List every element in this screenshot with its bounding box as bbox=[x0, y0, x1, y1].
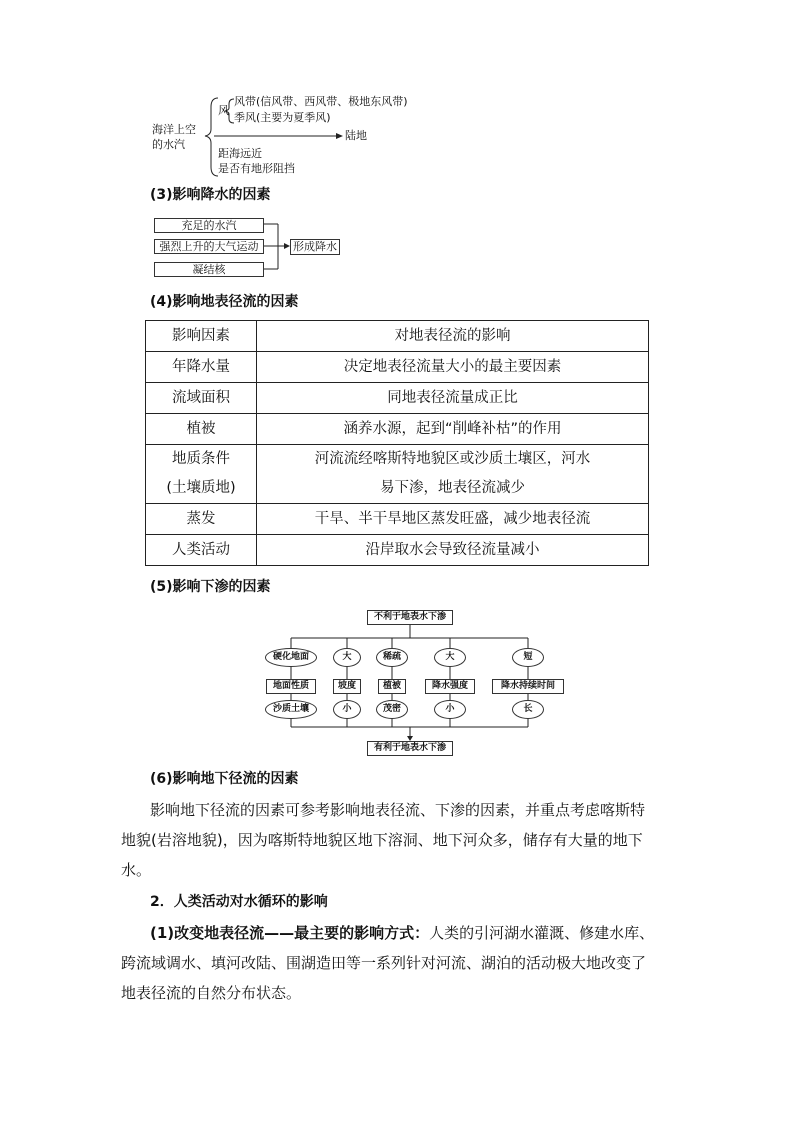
paragraph-text: 地表径流的自然分布状态。 bbox=[121, 984, 302, 1002]
paragraph-text: 影响地下径流的因素可参考影响地表径流、下渗的因素，并重点考虑喀斯特 bbox=[150, 801, 646, 819]
precipitation-result-box: 形成降水 bbox=[290, 239, 340, 255]
table-cell: 同地表径流量成正比 bbox=[257, 383, 649, 414]
infiltration-top-ellipse: 短 bbox=[512, 648, 544, 667]
infiltration-factor-box: 坡度 bbox=[333, 679, 361, 694]
factor-nuclei-box: 凝结核 bbox=[154, 262, 264, 277]
table-cell: 年降水量 bbox=[146, 352, 257, 383]
infiltration-factor-box: 地面性质 bbox=[266, 679, 316, 694]
table-cell: 地质条件 (土壤质地) bbox=[146, 445, 257, 504]
human-impact-line bbox=[121, 948, 646, 978]
groundwater-paragraph-line bbox=[150, 795, 645, 825]
table-cell: 沿岸取水会导致径流量减小 bbox=[257, 535, 649, 566]
distance-label: 距海远近 bbox=[218, 147, 262, 160]
infiltration-top-ellipse: 硬化地面 bbox=[265, 648, 317, 667]
section-heading-infiltration: (5)影响下渗的因素 bbox=[150, 579, 271, 595]
table-row bbox=[146, 504, 649, 535]
infiltration-unfavorable-box: 不利于地表水下渗 bbox=[367, 610, 453, 625]
table-row bbox=[146, 535, 649, 566]
wind-belt-label: 风带(信风带、西风带、极地东风带) bbox=[234, 95, 408, 108]
paragraph-text: 跨流域调水、填河改陆、围湖造田等一系列针对河流、湖泊的活动极大地改变了 bbox=[121, 954, 647, 972]
table-row bbox=[146, 383, 649, 414]
section-heading-human-impact: 2．人类活动对水循环的影响 bbox=[150, 894, 328, 910]
section-heading-precipitation: (3)影响降水的因素 bbox=[150, 187, 271, 203]
factor-updraft-box: 强烈上升的大气运动 bbox=[154, 239, 264, 254]
table-cell: 干旱、半干旱地区蒸发旺盛，减少地表径流 bbox=[257, 504, 649, 535]
table-header-row bbox=[146, 321, 649, 352]
section-heading-groundwater: (6)影响地下径流的因素 bbox=[150, 771, 299, 787]
terrain-label: 是否有地形阻挡 bbox=[218, 162, 295, 175]
infiltration-bottom-ellipse: 茂密 bbox=[376, 700, 408, 719]
moisture-source-label: 海洋上空 的水汽 bbox=[152, 123, 196, 151]
moisture-source-diagram bbox=[150, 95, 420, 180]
land-label: 陆地 bbox=[345, 129, 367, 142]
paragraph-text: 地貌(岩溶地貌)，因为喀斯特地貌区地下溶洞、地下河众多，储存有大量的地下 bbox=[121, 831, 643, 849]
groundwater-paragraph-line bbox=[121, 855, 151, 885]
section-heading-surface-runoff: (4)影响地表径流的因素 bbox=[150, 294, 299, 310]
factor-moisture-box: 充足的水汽 bbox=[154, 218, 264, 233]
infiltration-top-ellipse: 大 bbox=[434, 648, 466, 667]
infiltration-bottom-ellipse: 小 bbox=[333, 700, 361, 719]
table-cell: 蒸发 bbox=[146, 504, 257, 535]
infiltration-factor-box: 植被 bbox=[378, 679, 406, 694]
infiltration-top-ellipse: 大 bbox=[333, 648, 361, 667]
wind-label: 风 bbox=[218, 104, 229, 117]
table-row bbox=[146, 445, 649, 504]
infiltration-favorable-box: 有利于地表水下渗 bbox=[367, 741, 453, 756]
table-cell: 决定地表径流量大小的最主要因素 bbox=[257, 352, 649, 383]
table-cell: 人类活动 bbox=[146, 535, 257, 566]
table-header: 影响因素 bbox=[146, 321, 257, 352]
groundwater-paragraph-line bbox=[121, 825, 643, 855]
infiltration-factor-box: 降水强度 bbox=[425, 679, 475, 694]
human-impact-line bbox=[150, 918, 654, 948]
table-cell: 涵养水源，起到“削峰补枯”的作用 bbox=[257, 414, 649, 445]
infiltration-bottom-ellipse: 小 bbox=[434, 700, 466, 719]
infiltration-bottom-ellipse: 长 bbox=[512, 700, 544, 719]
infiltration-bottom-ellipse: 沙质土壤 bbox=[265, 700, 317, 719]
table-header: 对地表径流的影响 bbox=[257, 321, 649, 352]
table-cell: 流域面积 bbox=[146, 383, 257, 414]
human-impact-lead: (1)改变地表径流——最主要的影响方式： bbox=[150, 924, 430, 942]
table-cell: 河流流经喀斯特地貌区或沙质土壤区，河水 易下渗，地表径流减少 bbox=[257, 445, 649, 504]
monsoon-label: 季风(主要为夏季风) bbox=[234, 111, 331, 124]
table-row bbox=[146, 414, 649, 445]
surface-runoff-table bbox=[145, 320, 649, 566]
infiltration-top-ellipse: 稀疏 bbox=[376, 648, 408, 667]
paragraph-text: 水。 bbox=[121, 861, 152, 879]
table-cell: 植被 bbox=[146, 414, 257, 445]
table-row bbox=[146, 352, 649, 383]
paragraph-text: 人类的引河湖水灌溉、修建水库、 bbox=[429, 924, 655, 942]
human-impact-line bbox=[121, 978, 301, 1008]
infiltration-factor-box: 降水持续时间 bbox=[492, 679, 564, 694]
